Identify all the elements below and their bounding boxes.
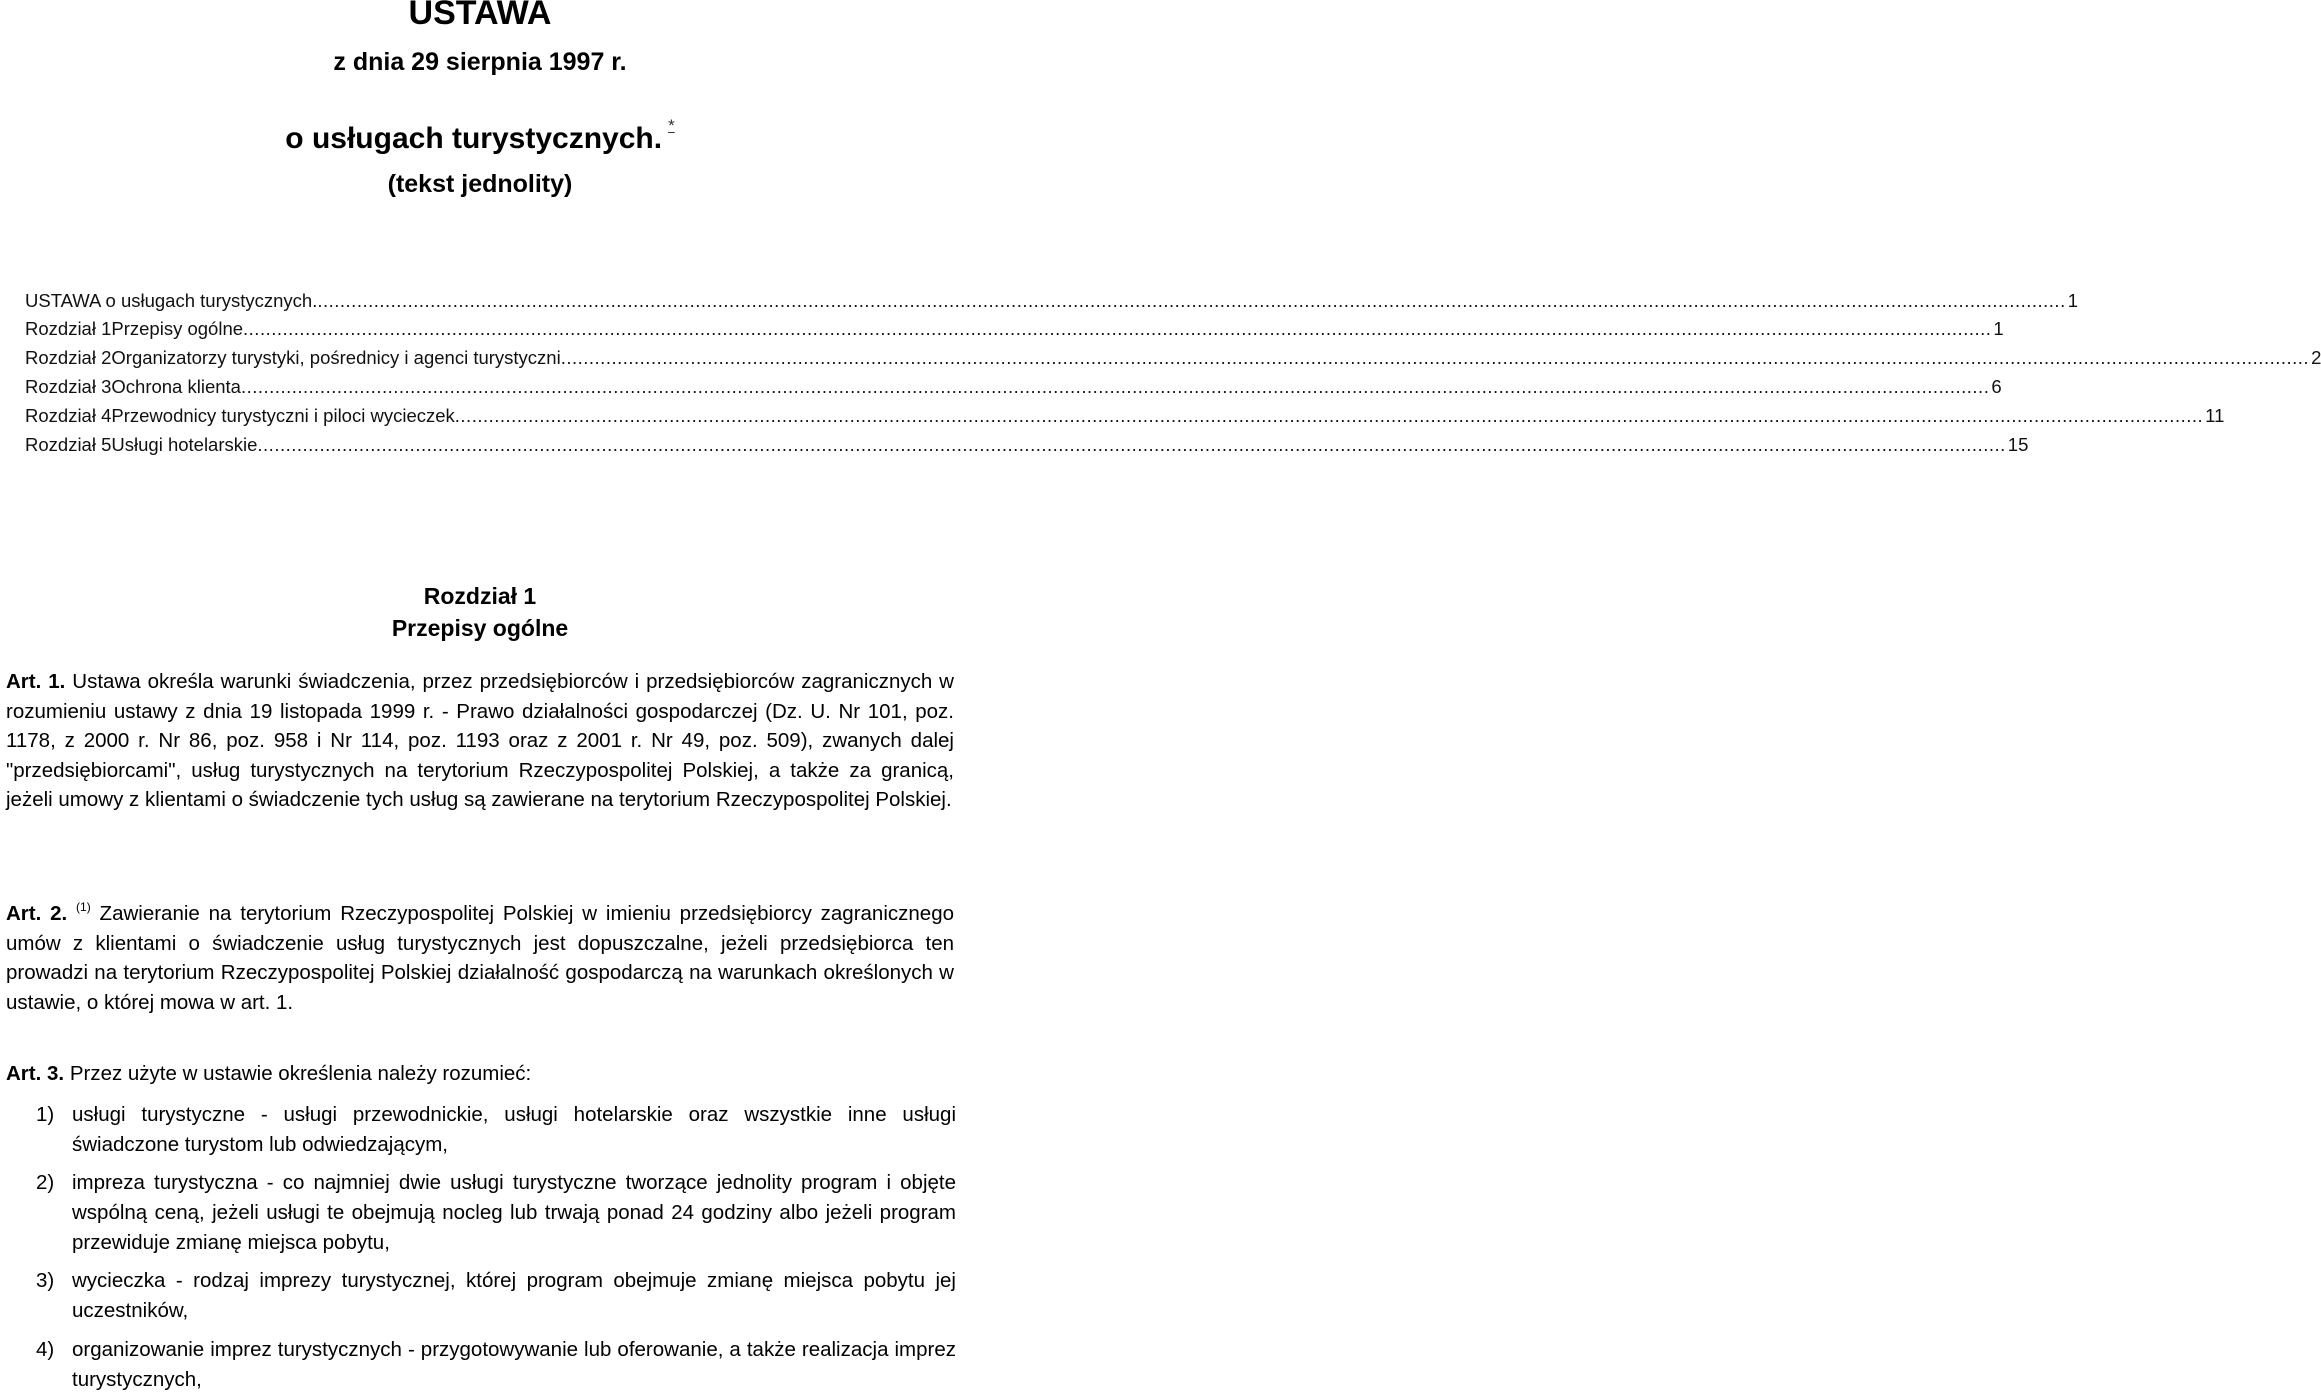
article-label: Art. 3. (6, 1062, 65, 1085)
subject-text: o usługach turystycznych. (285, 122, 663, 155)
toc-entry[interactable] (25, 344, 2321, 372)
unified-text-label: (tekst jednolity) (387, 170, 573, 198)
article-1 (6, 667, 954, 815)
toc-chapter: Rozdział 1 (25, 318, 112, 339)
document-title: USTAWA (408, 0, 552, 32)
article-label: Art. 1. (6, 670, 66, 693)
toc-chapter: Rozdział 4 (25, 405, 112, 426)
definition-item (36, 1100, 956, 1160)
toc-page: 1 (2067, 290, 2079, 311)
toc-entry[interactable] (25, 402, 2225, 430)
article-text: Zawieranie na terytorium Rzeczypospolitej Polskiej w imieniu przedsiębiorcy zagranicznego umów z klientami o świadczenie usług turystycznych jest dopuszczalne, jeżeli przedsiębiorca ten prowadzi na terytorium Rzeczypospolitej Polskiej działalność gospodarczą na warunkach określonych w ustawie, o której mowa w art. 1. (6, 902, 954, 1014)
definition-item (36, 1168, 956, 1258)
item-text: impreza turystyczna - co najmniej dwie usługi turystyczne tworzące jednolity program i objęte wspólną ceną, jeżeli usługi te obejmują nocleg lub trwają ponad 24 godziny albo jeżeli program przewiduje zmianę miejsca pobytu, (72, 1171, 956, 1254)
toc-name: Usługi hotelarskie (111, 434, 258, 455)
item-text: organizowanie imprez turystycznych - przygotowywanie lub oferowanie, a także realizacja imprez turystycznych, (72, 1338, 956, 1391)
toc-entry[interactable] (25, 287, 2079, 315)
article-3 (6, 1059, 954, 1089)
toc-name: Przewodnicy turystyczni i piloci wycieczek (111, 405, 455, 426)
article-2 (6, 893, 954, 1017)
definition-item (36, 1335, 956, 1395)
article-text: Ustawa określa warunki świadczenia, przez przedsiębiorców i przedsiębiorców zagranicznych w rozumieniu ustawy z dnia 19 listopada 1999 r. - Prawo działalności gospodarczej (Dz. U. Nr 101, poz. 1178, z 2000 r. Nr 86, poz. 958 i Nr 114, poz. 1193 oraz z 2001 r. Nr 49, poz. 509), zwanych dalej "przedsiębiorcami", usług turystycznych na terytorium Rzeczypospolitej Polskiej, a także za granicą, jeżeli umowy z klientami o świadczenie tych usług są zawierane na terytorium Rzeczypospolitej Polskiej. (6, 670, 954, 811)
toc-page: 15 (2007, 434, 2029, 455)
toc-leader (241, 373, 1989, 401)
toc-entry[interactable] (25, 431, 2029, 459)
toc-chapter: Rozdział 5 (25, 434, 112, 455)
toc-entry[interactable] (25, 315, 2004, 343)
toc-page: 6 (1991, 376, 2002, 397)
article-text: Przez użyte w ustawie określenia należy rozumieć: (69, 1062, 532, 1085)
definition-item (36, 1266, 956, 1326)
item-number: 4) (36, 1338, 55, 1361)
item-text: usługi turystyczne - usługi przewodnickie, usługi hotelarskie oraz wszystkie inne usługi świadczone turystom lub odwiedzającym, (72, 1103, 956, 1156)
item-number: 1) (36, 1103, 55, 1126)
toc-leader (243, 315, 1991, 343)
item-number: 2) (36, 1171, 55, 1194)
chapter-number: Rozdział 1 (423, 583, 537, 609)
toc-name: Ochrona klienta (111, 376, 241, 397)
toc-name: Organizatorzy turystyki, pośrednicy i agenci turystyczni (111, 347, 561, 368)
toc-leader (257, 431, 2005, 459)
footnote-link[interactable]: * (668, 116, 675, 135)
article-label: Art. 2. (6, 902, 68, 925)
toc-page: 2 (2311, 347, 2321, 368)
item-number: 3) (36, 1269, 55, 1292)
toc-leader (455, 402, 2203, 430)
footnote-marker[interactable]: (1) (76, 900, 91, 914)
toc-chapter: Rozdział 3 (25, 376, 112, 397)
toc-page: 1 (1993, 318, 2004, 339)
toc-chapter: USTAWA o usługach turystycznych. (25, 290, 318, 311)
toc-leader (317, 287, 2065, 315)
item-text: wycieczka - rodzaj imprezy turystycznej, której program obejmuje zmianę miejsca pobytu jej uczestników, (72, 1269, 956, 1322)
toc-entry[interactable] (25, 373, 2002, 401)
toc-name: Przepisy ogólne (111, 318, 244, 339)
document-date: z dnia 29 sierpnia 1997 r. (333, 48, 627, 76)
toc-chapter: Rozdział 2 (25, 347, 112, 368)
toc-leader (561, 344, 2309, 372)
document-subject (0, 116, 960, 156)
toc-page: 11 (2205, 405, 2225, 426)
chapter-name: Przepisy ogólne (391, 615, 569, 641)
